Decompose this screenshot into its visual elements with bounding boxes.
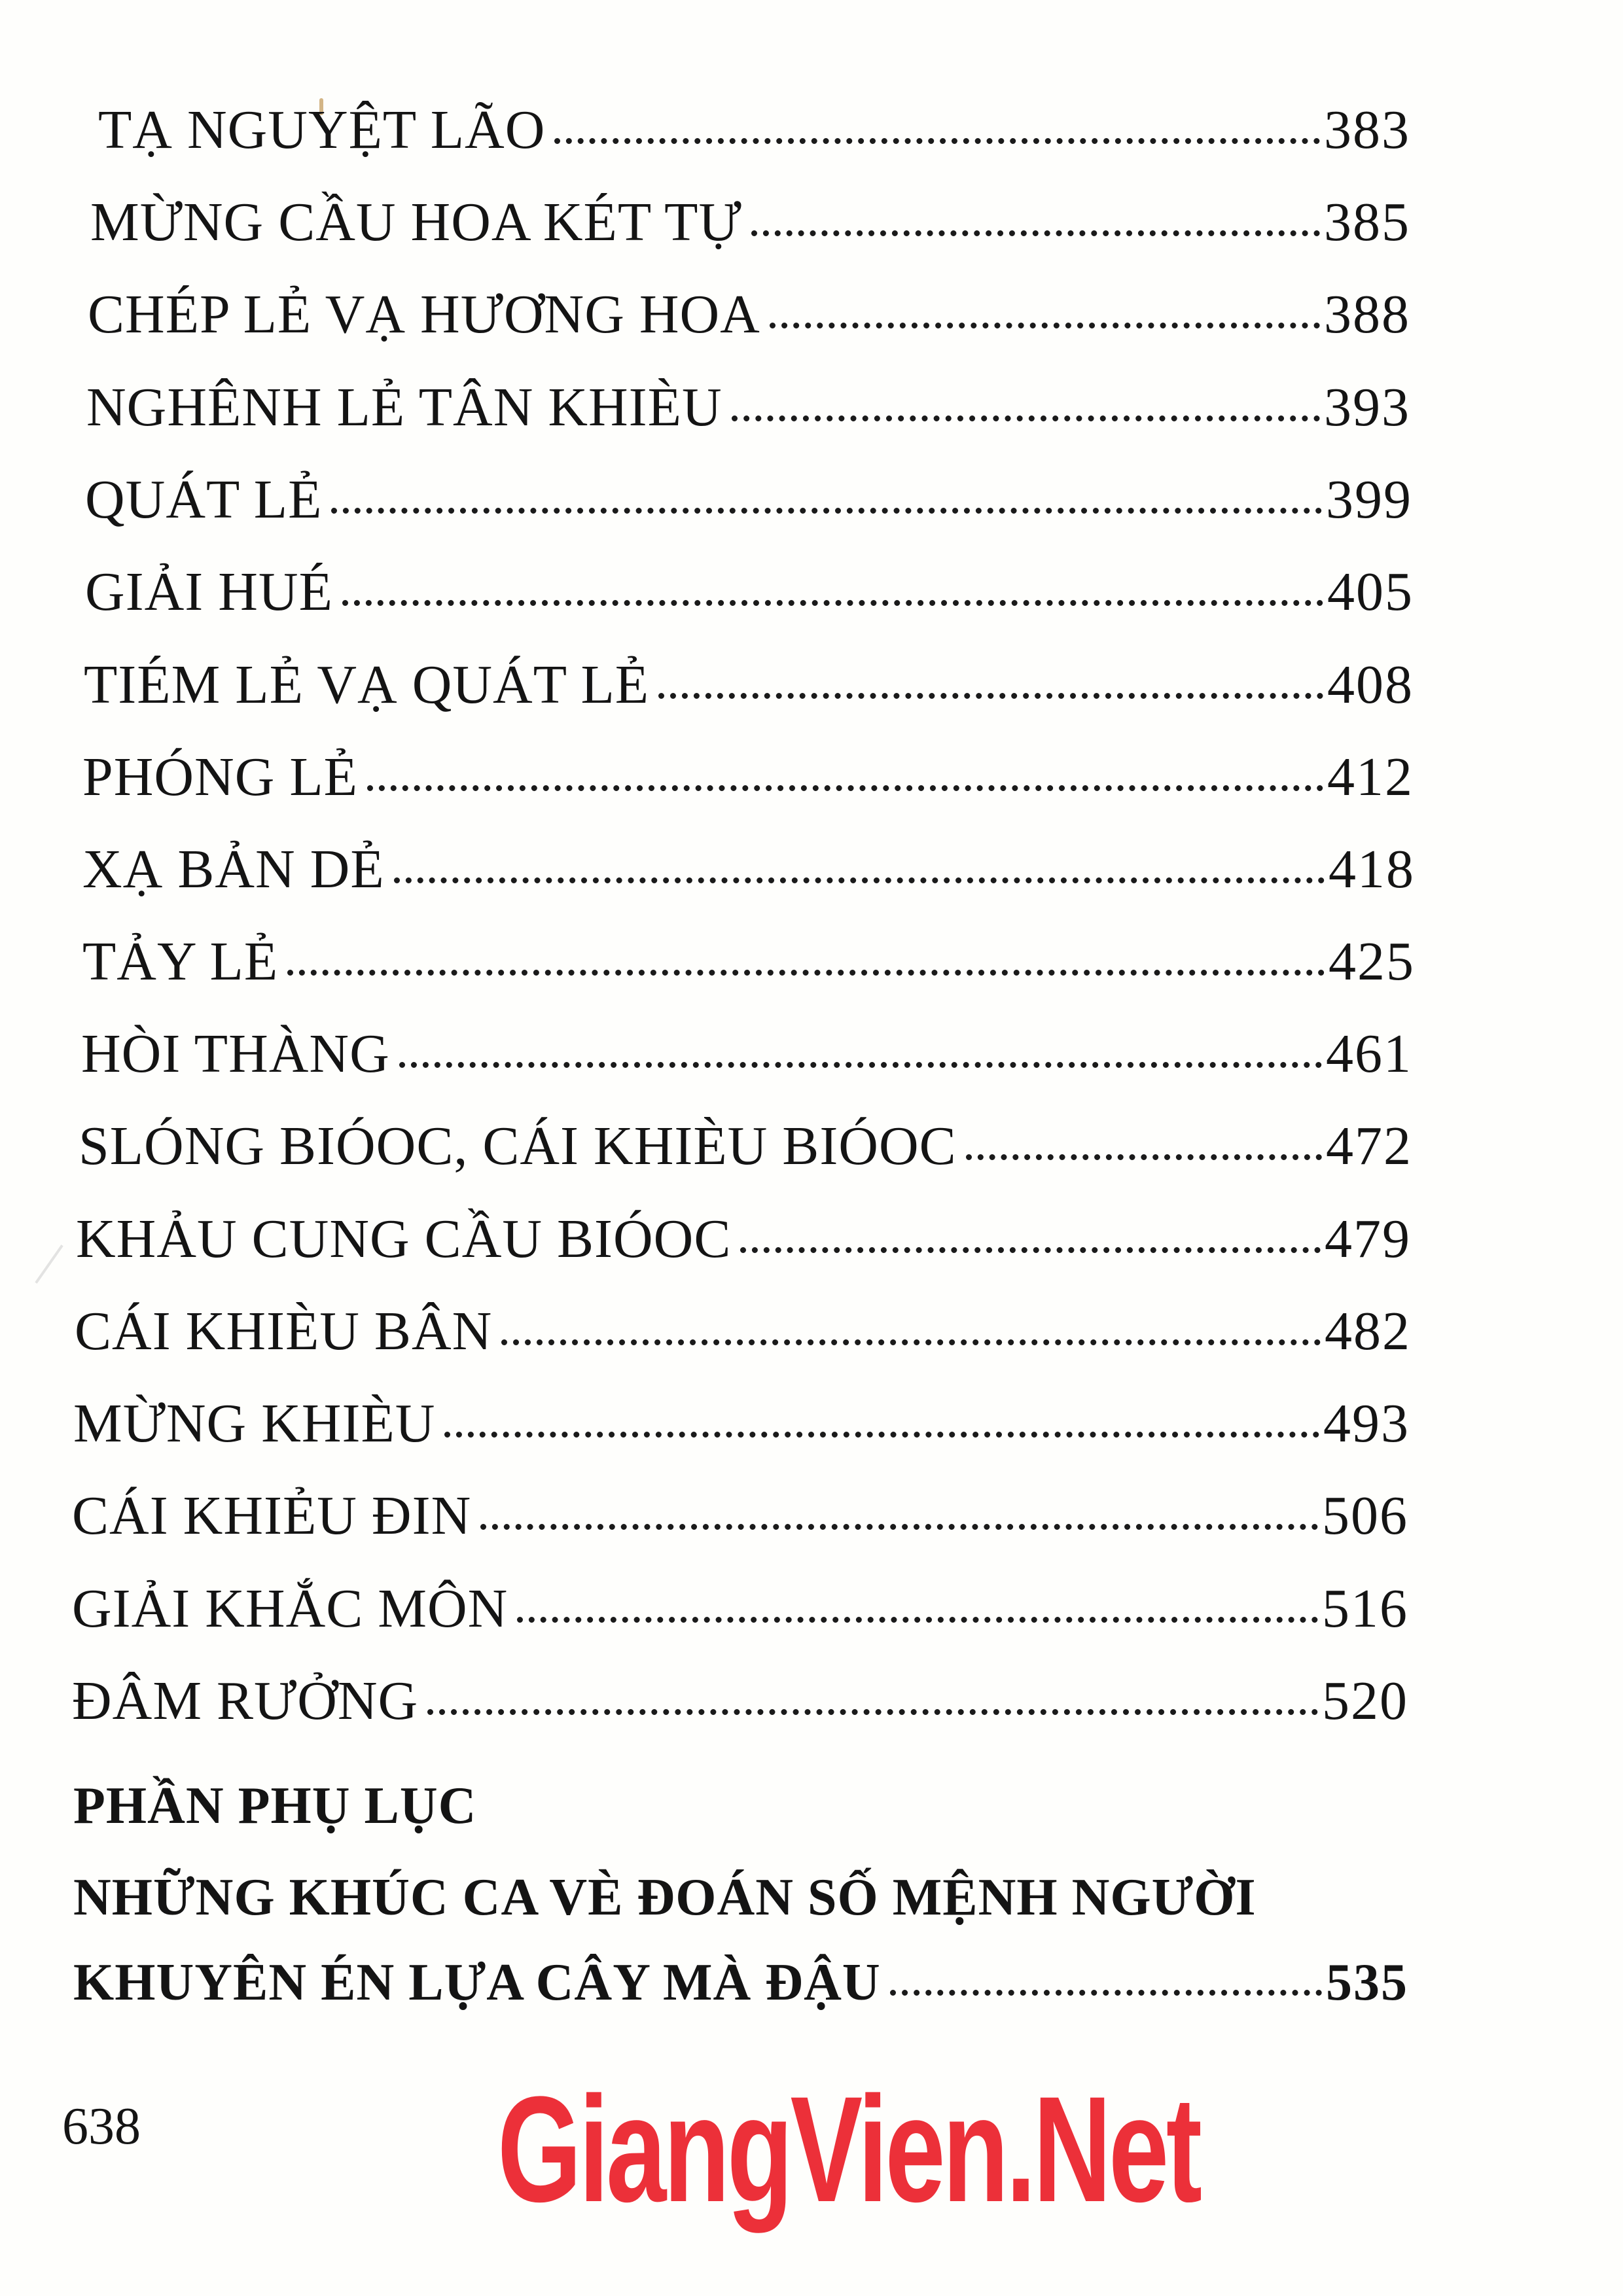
toc-entry-title: SLÓNG BIÓOC, CÁI KHIÈU BIÓOC (79, 1116, 957, 1176)
toc-entry-title: KHUYÊN ÉN LỰA CÂY MÀ ĐẬU (73, 1954, 881, 2011)
dot-leader (517, 1617, 1318, 1623)
toc-entry-title: GIẢI HUÉ (85, 561, 333, 622)
toc-entry (98, 98, 1410, 170)
toc-entry (82, 838, 1415, 910)
toc-entry-title: GIẢI KHẮC MÔN (72, 1578, 508, 1639)
toc-entry (82, 745, 1414, 817)
toc-entry (90, 190, 1410, 262)
dot-leader (501, 1339, 1321, 1345)
toc-entry-page: 472 (1326, 1116, 1412, 1176)
toc-entry-title: ĐÂM RƯỞNG (72, 1670, 419, 1731)
toc-entry (84, 653, 1414, 725)
toc-entry (75, 1299, 1411, 1371)
appendix-subheading: NHỮNG KHÚC CA VÈ ĐOÁN SỐ MỆNH NGƯỜI (73, 1869, 1257, 1926)
dot-leader (966, 1154, 1322, 1160)
toc-entry-title: PHÓNG LẺ (82, 747, 358, 807)
toc-entry (72, 1577, 1408, 1649)
dot-leader (427, 1709, 1318, 1715)
toc-entry-title: TIÉM LẺ VẠ QUÁT LẺ (84, 654, 650, 715)
toc-entry (81, 1022, 1412, 1094)
toc-entry-page: 399 (1326, 469, 1412, 530)
toc-entry-appendix (73, 1953, 1408, 2025)
toc-entry (72, 1669, 1408, 1741)
toc-entry-page: 393 (1324, 377, 1410, 438)
dot-leader (740, 1247, 1321, 1253)
toc-entry-title: KHẢU CUNG CẦU BIÓOC (76, 1209, 732, 1269)
toc-entry-page: 461 (1326, 1023, 1412, 1084)
page-number: 638 (62, 2098, 141, 2155)
toc-entry (85, 560, 1414, 632)
dot-leader (658, 693, 1323, 699)
dot-leader (480, 1524, 1318, 1530)
toc-entry-title: NGHÊNH LẺ TÂN KHIÈU (86, 377, 722, 438)
toc-entry-page: 388 (1324, 284, 1410, 345)
toc-entry-title: MỪNG CẦU HOA KÉT TỰ (90, 192, 742, 253)
dot-leader (770, 323, 1320, 328)
dot-leader (287, 970, 1325, 976)
appendix-heading: PHẦN PHỤ LỤC (73, 1777, 477, 1835)
toc-entry-title: TẢY LẺ (82, 931, 279, 992)
toc-entry-page: 535 (1326, 1954, 1408, 2011)
toc-entry-page: 418 (1329, 839, 1415, 900)
toc-entry-page: 383 (1324, 99, 1410, 160)
dot-leader (444, 1432, 1319, 1438)
toc-entry-title: QUÁT LẺ (85, 469, 323, 530)
toc-entry-title: CHÉP LẺ VẠ HƯƠNG HOA (88, 284, 760, 345)
dot-leader (394, 877, 1325, 883)
toc-entry (76, 1207, 1411, 1279)
toc-entry-page: 516 (1322, 1578, 1408, 1639)
dot-leader (331, 508, 1322, 514)
toc-entry-page: 482 (1325, 1301, 1411, 1362)
toc-entry (85, 468, 1412, 540)
toc-entry-title: HÒI THÀNG (81, 1023, 390, 1084)
dot-leader (367, 785, 1323, 791)
toc-entry-page: 479 (1325, 1209, 1411, 1269)
toc-entry-page: 405 (1327, 561, 1414, 622)
dot-leader (554, 138, 1320, 144)
toc-entry-title: CÁI KHIẺU ĐIN (72, 1485, 472, 1546)
toc-entry-page: 520 (1322, 1670, 1408, 1731)
toc-entry-page: 412 (1327, 747, 1414, 807)
toc-entry-title: CÁI KHIÈU BÂN (75, 1301, 493, 1362)
toc-entry-page: 493 (1323, 1393, 1410, 1454)
watermark-logo: GiangVien.Net (497, 2065, 1200, 2233)
toc-entry-page: 408 (1327, 654, 1414, 715)
dot-leader (751, 230, 1320, 236)
dot-leader (399, 1062, 1322, 1068)
toc-entry (79, 1114, 1412, 1186)
toc-entry-title: MỪNG KHIÈU (73, 1393, 436, 1454)
toc-entry-page: 385 (1324, 192, 1410, 253)
toc-entry (88, 283, 1410, 355)
paper-scratch (35, 1245, 63, 1284)
toc-entry-page: 425 (1329, 931, 1415, 992)
toc-entry-title: XẠ BẢN DẺ (82, 839, 385, 900)
dot-leader (342, 600, 1323, 606)
dot-leader (732, 415, 1320, 421)
dot-leader (890, 1990, 1322, 1996)
toc-entry (86, 376, 1410, 448)
toc-entry-page: 506 (1322, 1485, 1408, 1546)
toc-entry (73, 1392, 1410, 1464)
toc-entry (82, 930, 1415, 1002)
toc-entry (72, 1484, 1408, 1556)
toc-entry-title: TẠ NGUYỆT LÃO (98, 99, 546, 160)
